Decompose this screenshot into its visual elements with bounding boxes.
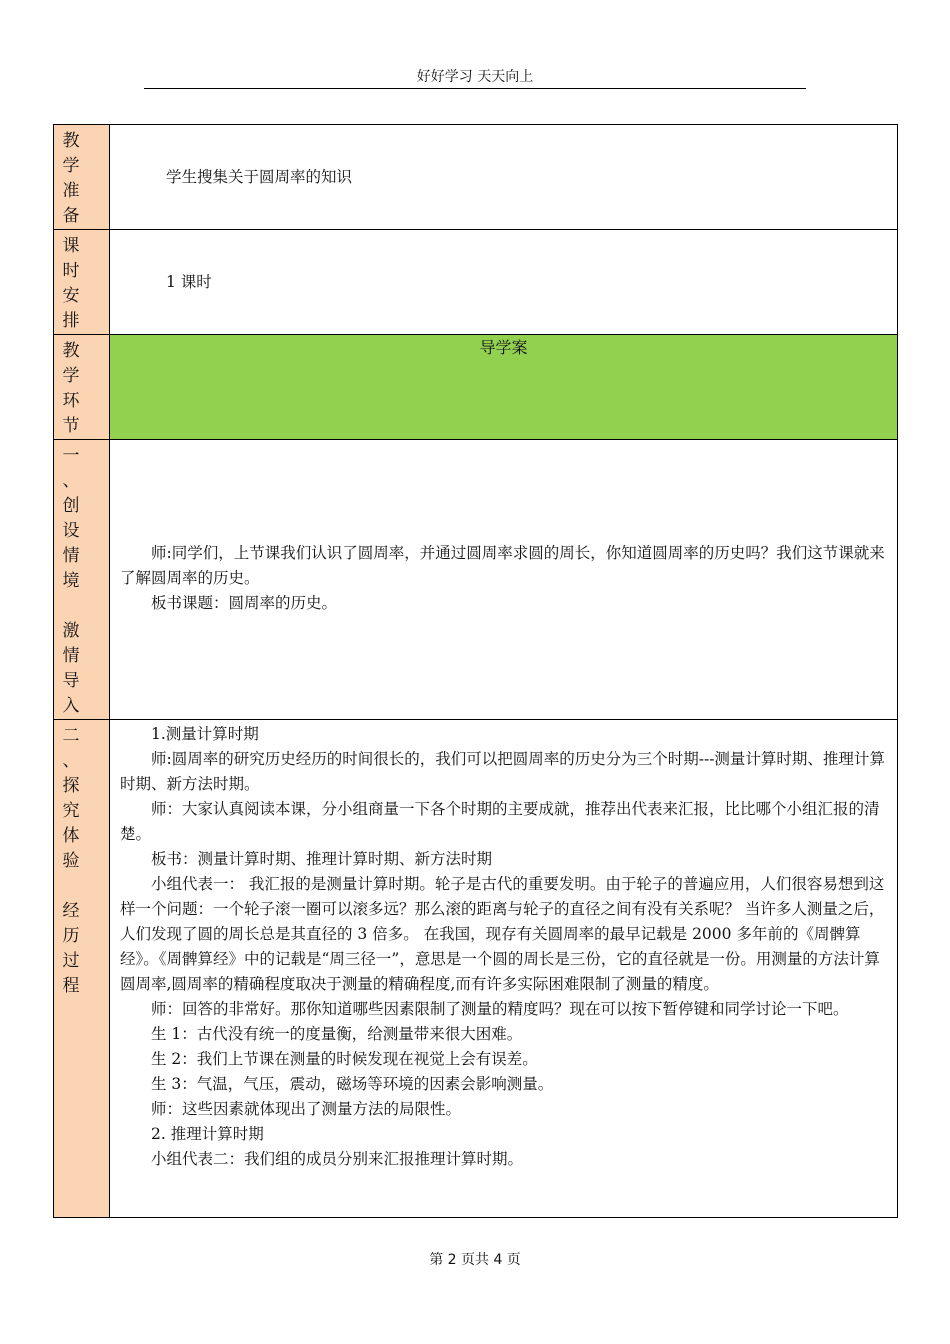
guide-title: 导学案: [110, 335, 898, 440]
explore-paragraph: 生 3：气温，气压，震动，磁场等环境的因素会影响测量。: [151, 1075, 554, 1093]
explore-paragraph: 2. 推理计算时期: [151, 1125, 264, 1143]
explore-paragraph: 师：这些因素就体现出了测量方法的局限性。: [151, 1100, 462, 1118]
row-content: [110, 125, 898, 230]
explore-paragraph: 师：大家认真阅读本课，分小组商量一下各个时期的主要成就，推荐出代表来汇报，比比哪个小组汇报的清楚。: [120, 800, 880, 843]
row-section-header: [54, 335, 898, 440]
intro-paragraph: 师:同学们，上节课我们认识了圆周率，并通过圆周率求圆的周长，你知道圆周率的历史吗？我们这节课就来了解圆周率的历史。: [120, 544, 885, 587]
page-number: 第 2 页共 4 页: [429, 1252, 521, 1268]
page-footer: [0, 1249, 950, 1269]
explore-paragraph: 板书：测量计算时期、推理计算时期、新方法时期: [151, 850, 493, 868]
row-label: 一 、 创 设 情 境 激 情 导 入: [54, 440, 110, 720]
page-header: [144, 66, 806, 89]
row-content: [110, 440, 898, 720]
row-content: [110, 720, 898, 1218]
explore-paragraph: 师:圆周率的研究历史经历的时间很长的，我们可以把圆周率的历史分为三个时期---测量计算时期、推理计算时期、新方法时期。: [120, 750, 885, 793]
lesson-table: [53, 124, 898, 1218]
explore-paragraph: 生 1：古代没有统一的度量衡，给测量带来很大困难。: [151, 1025, 523, 1043]
row-preparation: [54, 125, 898, 230]
row-label: 课 时 安 排: [54, 230, 110, 335]
explore-paragraph: 1.测量计算时期: [151, 725, 259, 743]
row-introduction: [54, 440, 898, 720]
schedule-text: 1 课时: [166, 272, 212, 291]
preparation-text: 学生搜集关于圆周率的知识: [166, 167, 353, 186]
header-title: 好好学习 天天向上: [416, 69, 534, 85]
explore-paragraph: 师：回答的非常好。那你知道哪些因素限制了测量的精度吗？现在可以按下暂停键和同学讨论一下吧。: [151, 1000, 849, 1018]
intro-paragraph: 板书课题：圆周率的历史。: [151, 594, 338, 612]
row-label: 教 学 准 备: [54, 125, 110, 230]
explore-paragraph: 小组代表二：我们组的成员分别来汇报推理计算时期。: [151, 1150, 524, 1168]
row-exploration: [54, 720, 898, 1218]
explore-paragraph: 小组代表一： 我汇报的是测量计算时期。轮子是古代的重要发明。由于轮子的普遍应用，人们很容易想到这样一个问题：一个轮子滚一圈可以滚多远？那么滚的距离与轮子的直径之间有没有关系呢？ 当许多人测量之后，人们发现了圆的周长总是其直径的 3 倍多。 在我国，现存有关圆周率的最早记载是 2000 多年前的《周髀算经》。《周髀算经》中的记载是“周三径一”，意思是一个圆的周长是三份，它的直径就是一份。用测量的方法计算圆周率,圆周率的精确程度取决于测量的精确程度,而有许多实际困难限制了测量的精度。: [120, 875, 885, 993]
row-schedule: [54, 230, 898, 335]
explore-paragraph: 生 2：我们上节课在测量的时候发现在视觉上会有误差。: [151, 1050, 538, 1068]
row-label: 教 学 环 节: [54, 335, 110, 440]
row-label: 二 、 探 究 体 验 经 历 过 程: [54, 720, 110, 1218]
row-content: [110, 230, 898, 335]
